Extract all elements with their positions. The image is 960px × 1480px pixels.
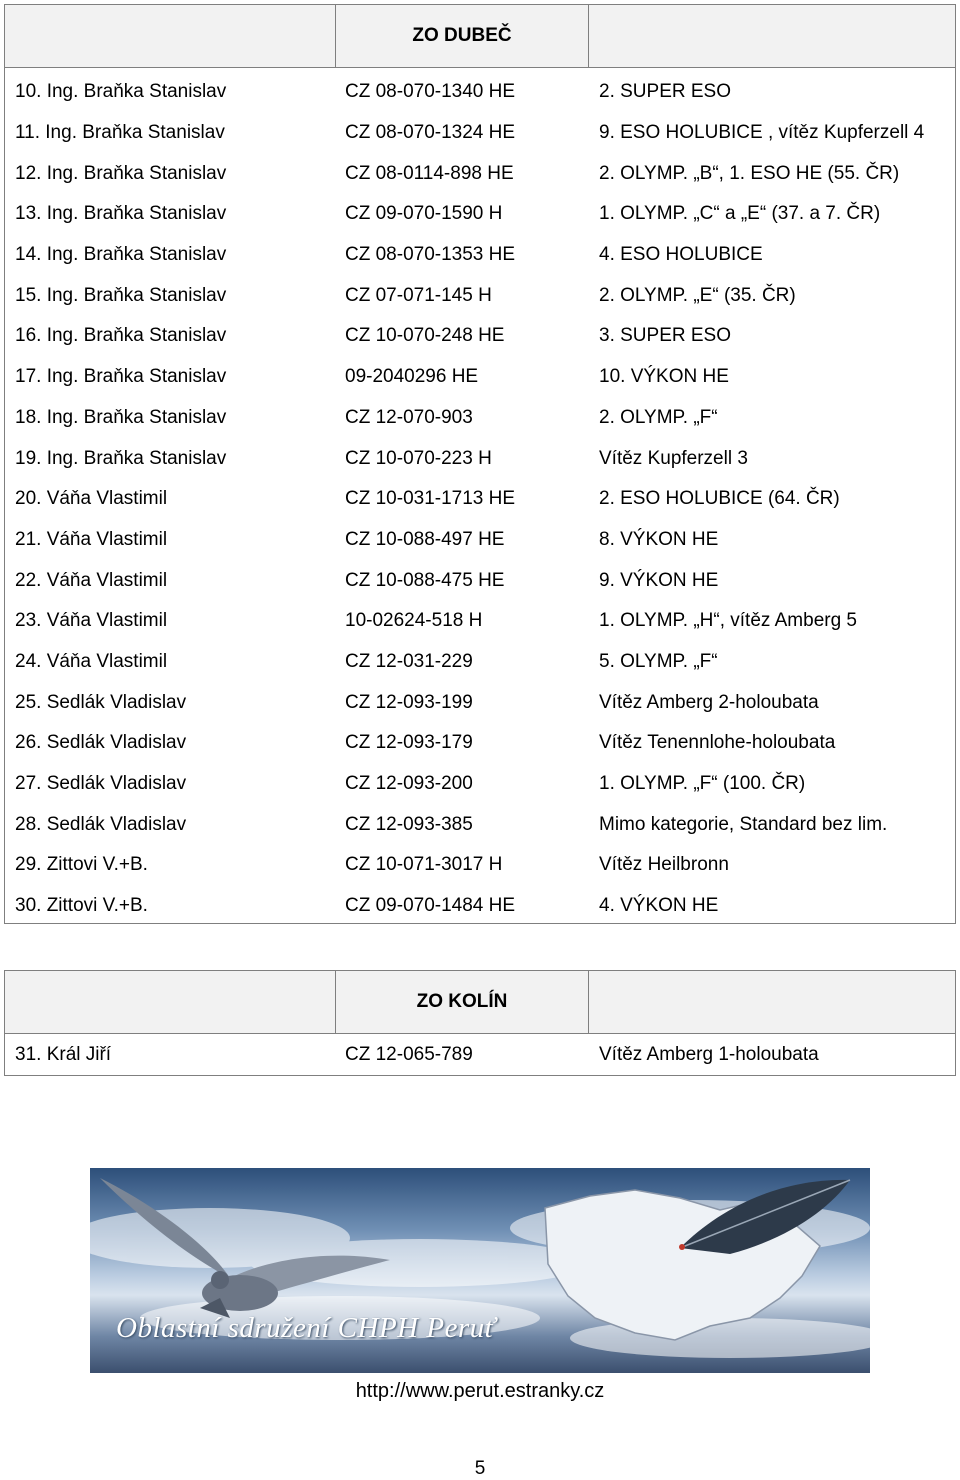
breeder-cell: 27. Sedlák Vladislav — [15, 773, 187, 795]
breeder-cell: 14. Ing. Braňka Stanislav — [15, 244, 227, 266]
breeder-cell: 31. Král Jiří — [15, 1044, 112, 1065]
table-row — [5, 682, 955, 723]
table-zo-kolin — [4, 970, 956, 1076]
achievement-cell: 1. OLYMP. „C“ a „E“ (37. a 7. ČR) — [599, 203, 881, 225]
ring-number-cell: CZ 10-071-3017 H — [345, 854, 503, 876]
table-row — [5, 1034, 955, 1076]
table-row — [5, 764, 955, 805]
breeder-cell: 19. Ing. Braňka Stanislav — [15, 447, 227, 469]
ring-number-cell: CZ 10-031-1713 HE — [345, 488, 516, 510]
table-row — [5, 723, 955, 764]
table-row — [5, 601, 955, 642]
table-row — [5, 438, 955, 479]
table-body — [5, 1034, 955, 1076]
table-row — [5, 357, 955, 398]
table-row — [5, 275, 955, 316]
ring-number-cell: CZ 08-070-1324 HE — [345, 122, 516, 144]
ring-number-cell: CZ 12-093-179 — [345, 732, 473, 754]
breeder-cell: 18. Ing. Braňka Stanislav — [15, 406, 227, 428]
achievement-cell: 2. OLYMP. „E“ (35. ČR) — [599, 284, 796, 306]
table-row — [5, 153, 955, 194]
achievement-cell: 10. VÝKON HE — [599, 366, 729, 388]
achievement-cell: 5. OLYMP. „F“ — [599, 650, 718, 672]
breeder-cell: 29. Zittovi V.+B. — [15, 854, 148, 876]
ring-number-cell: CZ 07-071-145 H — [345, 284, 492, 306]
achievement-cell: Vítěz Heilbronn — [599, 854, 729, 876]
achievement-cell: 9. VÝKON HE — [599, 569, 719, 591]
table-zo-dubec — [4, 4, 956, 924]
achievement-cell: Vítěz Tenennlohe-holoubata — [599, 732, 836, 754]
ring-number-cell: CZ 10-070-223 H — [345, 447, 492, 469]
achievement-cell: 2. OLYMP. „B“, 1. ESO HE (55. ČR) — [599, 162, 900, 184]
table-header — [5, 971, 955, 1034]
banner-caption: Oblastní sdružení CHPH Peruť — [116, 1312, 496, 1344]
table-row — [5, 520, 955, 561]
breeder-cell: 30. Zittovi V.+B. — [15, 895, 148, 917]
breeder-cell: 25. Sedlák Vladislav — [15, 691, 187, 713]
table-row — [5, 235, 955, 276]
ring-number-cell: CZ 10-088-497 HE — [345, 528, 505, 550]
breeder-cell: 23. Váňa Vlastimil — [15, 610, 168, 632]
ring-number-cell: CZ 12-070-903 — [345, 406, 473, 428]
achievement-cell: 3. SUPER ESO — [599, 325, 731, 347]
section-title: ZO KOLÍN — [336, 971, 589, 1033]
ring-number-cell: CZ 10-088-475 HE — [345, 569, 505, 591]
achievement-cell: Vítěz Amberg 1-holoubata — [599, 1044, 819, 1065]
ring-number-cell: CZ 12-031-229 — [345, 650, 473, 672]
breeder-cell: 12. Ing. Braňka Stanislav — [15, 162, 227, 184]
achievement-cell: 4. ESO HOLUBICE — [599, 244, 763, 266]
achievement-cell: 2. SUPER ESO — [599, 81, 731, 103]
breeder-cell: 28. Sedlák Vladislav — [15, 813, 187, 835]
achievement-cell: 2. ESO HOLUBICE (64. ČR) — [599, 488, 840, 510]
table-row — [5, 194, 955, 235]
breeder-cell: 17. Ing. Braňka Stanislav — [15, 366, 227, 388]
achievement-cell: 4. VÝKON HE — [599, 895, 719, 917]
table-body — [5, 68, 955, 926]
ring-number-cell: CZ 08-070-1340 HE — [345, 81, 516, 103]
breeder-cell: 15. Ing. Braňka Stanislav — [15, 284, 227, 306]
table-row — [5, 804, 955, 845]
breeder-cell: 20. Váňa Vlastimil — [15, 488, 168, 510]
breeder-cell: 10. Ing. Braňka Stanislav — [15, 81, 227, 103]
table-row — [5, 398, 955, 439]
achievement-cell: Vítěz Kupferzell 3 — [599, 447, 748, 469]
breeder-cell: 21. Váňa Vlastimil — [15, 528, 168, 550]
table-row — [5, 316, 955, 357]
ring-number-cell: CZ 12-093-200 — [345, 773, 473, 795]
table-row — [5, 560, 955, 601]
banner-image — [90, 1168, 870, 1373]
achievement-cell: 9. ESO HOLUBICE , vítěz Kupferzell 4 — [599, 122, 925, 144]
ring-number-cell: CZ 10-070-248 HE — [345, 325, 505, 347]
table-row — [5, 113, 955, 154]
website-link[interactable]: http://www.perut.estranky.cz — [355, 1380, 605, 1402]
achievement-cell: 1. OLYMP. „F“ (100. ČR) — [599, 773, 806, 795]
ring-number-cell: CZ 08-070-1353 HE — [345, 244, 516, 266]
achievement-cell: 1. OLYMP. „H“, vítěz Amberg 5 — [599, 610, 858, 632]
breeder-cell: 24. Váňa Vlastimil — [15, 650, 168, 672]
breeder-cell: 22. Váňa Vlastimil — [15, 569, 168, 591]
breeder-cell: 13. Ing. Braňka Stanislav — [15, 203, 227, 225]
table-header — [5, 5, 955, 68]
ring-number-cell: CZ 12-093-199 — [345, 691, 473, 713]
ring-number-cell: CZ 12-065-789 — [345, 1044, 473, 1065]
ring-number-cell: CZ 08-0114-898 HE — [345, 162, 514, 184]
ring-number-cell: 09-2040296 HE — [345, 366, 479, 388]
table-row — [5, 642, 955, 683]
table-row — [5, 886, 955, 927]
ring-number-cell: CZ 09-070-1590 H — [345, 203, 503, 225]
table-row — [5, 479, 955, 520]
ring-number-cell: 10-02624-518 H — [345, 610, 483, 632]
achievement-cell: Vítěz Amberg 2-holoubata — [599, 691, 819, 713]
table-row — [5, 845, 955, 886]
achievement-cell: 8. VÝKON HE — [599, 528, 719, 550]
breeder-cell: 11. Ing. Braňka Stanislav — [15, 122, 225, 144]
breeder-cell: 26. Sedlák Vladislav — [15, 732, 187, 754]
page-number: 5 — [474, 1458, 486, 1479]
ring-number-cell: CZ 09-070-1484 HE — [345, 895, 516, 917]
achievement-cell: 2. OLYMP. „F“ — [599, 406, 718, 428]
achievement-cell: Mimo kategorie, Standard bez lim. — [599, 813, 888, 835]
breeder-cell: 16. Ing. Braňka Stanislav — [15, 325, 227, 347]
ring-number-cell: CZ 12-093-385 — [345, 813, 473, 835]
table-row — [5, 72, 955, 113]
section-title: ZO DUBEČ — [336, 5, 589, 67]
